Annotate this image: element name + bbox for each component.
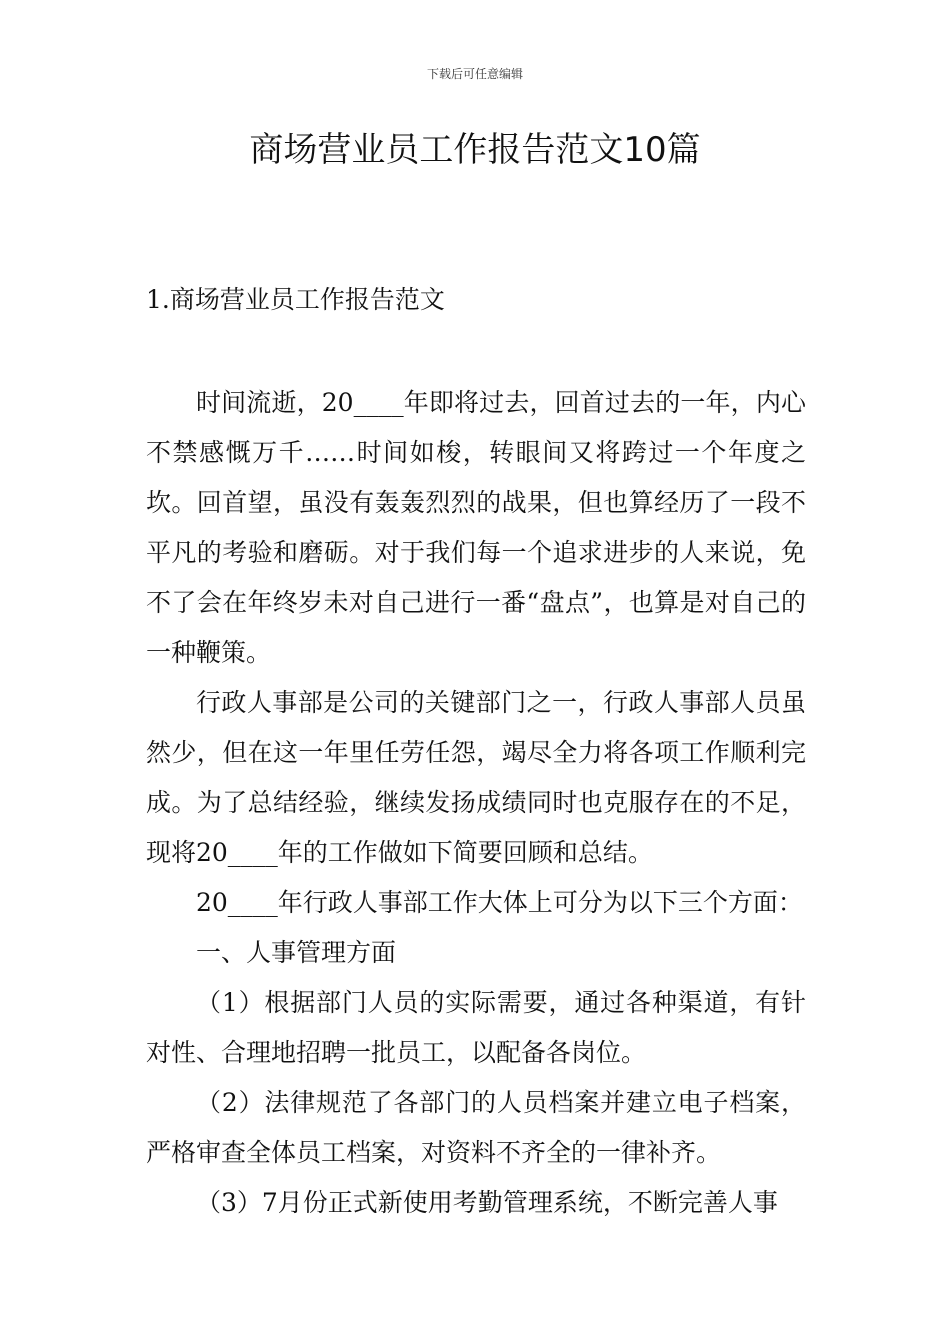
document-title: 商场营业员工作报告范文10篇 <box>249 130 701 170</box>
paragraph-2: 行政人事部是公司的关键部门之一，行政人事部人员虽然少，但在这一年里任劳任怨，竭尽全力将各项工作顺利完成。为了总结经验，继续发扬成绩同时也克服存在的不足，现将20____年的工作做如下简要回顾和总结。 <box>146 688 806 867</box>
paragraph-5: （1）根据部门人员的实际需要，通过各种渠道，有针对性、合理地招聘一批员工，以配备各岗位。 <box>146 988 806 1067</box>
paragraph-7: （3）7月份正式新使用考勤管理系统，不断完善人事 <box>196 1188 778 1217</box>
paragraph-3: 20____年行政人事部工作大体上可分为以下三个方面： <box>196 888 803 917</box>
body-text <box>146 378 806 1228</box>
header-note: 下载后可任意编辑 <box>426 67 523 81</box>
paragraph-1: 时间流逝，20____年即将过去，回首过去的一年，内心不禁感慨万千……时间如梭，转眼间又将跨过一个年度之坎。回首望，虽没有轰轰烈烈的战果，但也算经历了一段不平凡的考验和磨砺。对于我们每一个追求进步的人来说，免不了会在年终岁未对自己进行一番“盘点”，也算是对自己的一种鞭策。 <box>146 388 806 667</box>
paragraph-6: （2）法律规范了各部门的人员档案并建立电子档案，严格审查全体员工档案，对资料不齐全的一律补齐。 <box>146 1088 806 1167</box>
section-heading: 1.商场营业员工作报告范文 <box>146 285 445 314</box>
paragraph-4: 一、人事管理方面 <box>196 938 397 967</box>
